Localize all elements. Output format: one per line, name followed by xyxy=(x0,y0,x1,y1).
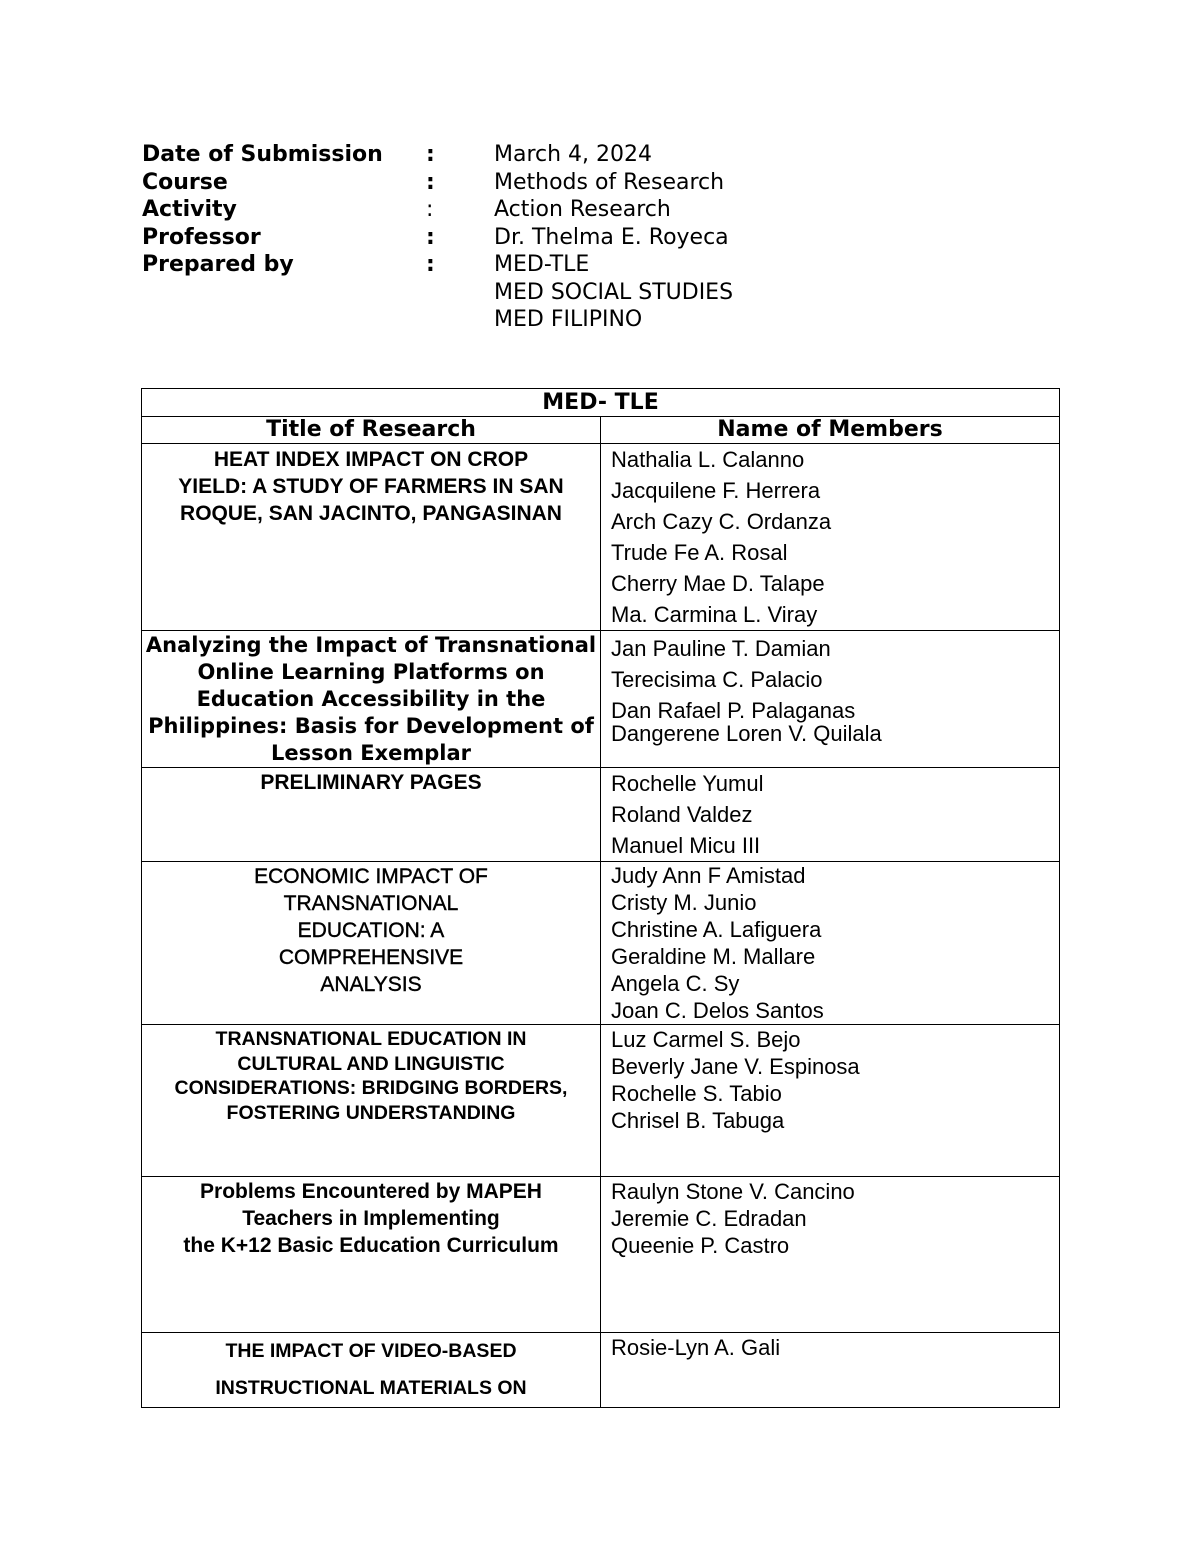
info-value: Methods of Research xyxy=(494,169,725,195)
title-line: TRANSNATIONAL EDUCATION IN xyxy=(215,1028,527,1050)
title-line: Philippines: Basis for Development of xyxy=(148,714,594,738)
member-name: Queenie P. Castro xyxy=(611,1233,790,1258)
member-name: Roland Valdez xyxy=(611,802,753,827)
member-name: Ma. Carmina L. Viray xyxy=(611,602,818,627)
title-line: YIELD: A STUDY OF FARMERS IN SAN xyxy=(178,475,564,498)
title-line: INSTRUCTIONAL MATERIALS ON xyxy=(215,1377,527,1399)
table-row xyxy=(142,1025,1060,1177)
info-label: Course xyxy=(142,169,228,195)
info-colon: : xyxy=(426,252,435,277)
prepared-by-group: MED SOCIAL STUDIES xyxy=(494,279,734,305)
info-value: Action Research xyxy=(494,197,671,222)
prepared-by-group: MED-TLE xyxy=(494,252,590,277)
member-name: Judy Ann F Amistad xyxy=(611,863,806,888)
title-line: Lesson Exemplar xyxy=(270,741,472,765)
title-line: THE IMPACT OF VIDEO-BASED xyxy=(225,1340,517,1362)
info-label: Activity xyxy=(142,197,237,222)
member-name: Joan C. Delos Santos xyxy=(611,998,824,1023)
member-name: Nathalia L. Calanno xyxy=(611,447,805,472)
member-name: Angela C. Sy xyxy=(611,971,740,996)
member-name: Manuel Micu III xyxy=(611,833,761,858)
research-title xyxy=(142,768,601,862)
table-row xyxy=(142,862,1060,1025)
title-line: FOSTERING UNDERSTANDING xyxy=(226,1101,516,1124)
member-name: Cristy M. Junio xyxy=(611,890,757,915)
member-name: Raulyn Stone V. Cancino xyxy=(611,1179,855,1204)
member-name: Jeremie C. Edradan xyxy=(611,1206,807,1231)
member-name: Luz Carmel S. Bejo xyxy=(611,1027,801,1052)
prepared-by-group: MED FILIPINO xyxy=(494,307,643,332)
member-name: Beverly Jane V. Espinosa xyxy=(611,1054,860,1079)
title-line: ROQUE, SAN JACINTO, PANGASINAN xyxy=(180,502,562,525)
member-name: Geraldine M. Mallare xyxy=(611,944,816,969)
info-colon: : xyxy=(426,197,434,222)
title-line: TRANSNATIONAL xyxy=(283,892,459,915)
info-label: Prepared by xyxy=(142,252,294,277)
title-line: HEAT INDEX IMPACT ON CROP xyxy=(213,448,529,471)
member-name: Cherry Mae D. Talape xyxy=(611,571,825,596)
table-column-header-row xyxy=(142,417,1060,444)
research-members-table xyxy=(141,388,1060,1408)
member-names xyxy=(601,862,1060,1025)
member-names xyxy=(601,768,1060,862)
title-line: ANALYSIS xyxy=(320,973,422,996)
title-line: Online Learning Platforms on xyxy=(197,660,545,684)
title-line: Teachers in Implementing xyxy=(242,1207,500,1230)
member-name: Rosie-Lyn A. Gali xyxy=(611,1335,781,1360)
info-row-course xyxy=(142,169,842,197)
column-header-title: Title of Research xyxy=(142,417,601,444)
table-row xyxy=(142,631,1060,768)
research-title xyxy=(142,444,601,631)
table-row xyxy=(142,1177,1060,1333)
member-name: Chrisel B. Tabuga xyxy=(611,1108,785,1133)
member-names xyxy=(601,1025,1060,1177)
title-line: CONSIDERATIONS: BRIDGING BORDERS, xyxy=(174,1077,568,1099)
member-name: Dan Rafael P. Palaganas xyxy=(611,698,856,723)
member-name: Rochelle S. Tabio xyxy=(611,1081,782,1106)
info-row-prepared-by xyxy=(142,251,842,334)
title-line: Problems Encountered by MAPEH xyxy=(200,1180,542,1203)
research-title xyxy=(142,631,601,768)
table-group-header-row xyxy=(142,389,1060,417)
member-name: Jan Pauline T. Damian xyxy=(611,636,831,661)
info-row-professor xyxy=(142,224,842,252)
title-line: COMPREHENSIVE xyxy=(278,946,464,969)
table-row xyxy=(142,1333,1060,1408)
member-names xyxy=(601,631,1060,768)
title-line: CULTURAL AND LINGUISTIC xyxy=(237,1052,505,1075)
info-colon: : xyxy=(426,224,435,250)
info-colon: : xyxy=(426,142,435,167)
info-colon: : xyxy=(426,169,435,195)
title-line: the K+12 Basic Education Curriculum xyxy=(183,1234,559,1257)
research-title xyxy=(142,1177,601,1333)
prepared-by-list xyxy=(494,251,733,334)
title-line: EDUCATION: A xyxy=(297,919,445,942)
member-name: Rochelle Yumul xyxy=(611,771,764,796)
submission-info xyxy=(142,141,842,334)
research-title xyxy=(142,862,601,1025)
title-line: ECONOMIC IMPACT OF xyxy=(254,865,488,888)
member-names xyxy=(601,444,1060,631)
member-name: Arch Cazy C. Ordanza xyxy=(611,509,832,534)
table-group-title: MED- TLE xyxy=(142,389,1060,417)
info-label: Professor xyxy=(142,224,261,250)
member-name: Christine A. Lafiguera xyxy=(611,917,822,942)
table-row xyxy=(142,768,1060,862)
table-row xyxy=(142,444,1060,631)
member-name: Dangerene Loren V. Quilala xyxy=(611,721,882,746)
member-name: Terecisima C. Palacio xyxy=(611,667,823,692)
info-row-date xyxy=(142,141,842,169)
info-row-activity xyxy=(142,196,842,224)
member-name: Trude Fe A. Rosal xyxy=(611,540,788,565)
member-name: Jacquilene F. Herrera xyxy=(611,478,821,503)
title-line: Analyzing the Impact of Transnational xyxy=(145,633,597,657)
info-value: March 4, 2024 xyxy=(494,142,653,167)
title-line: Education Accessibility in the xyxy=(196,687,546,711)
column-header-members: Name of Members xyxy=(601,417,1060,444)
research-title xyxy=(142,1025,601,1177)
info-value: Dr. Thelma E. Royeca xyxy=(494,224,729,250)
info-label: Date of Submission xyxy=(142,142,383,167)
member-names xyxy=(601,1177,1060,1333)
title-line: PRELIMINARY PAGES xyxy=(260,771,482,794)
member-names xyxy=(601,1333,1060,1408)
research-title xyxy=(142,1333,601,1408)
